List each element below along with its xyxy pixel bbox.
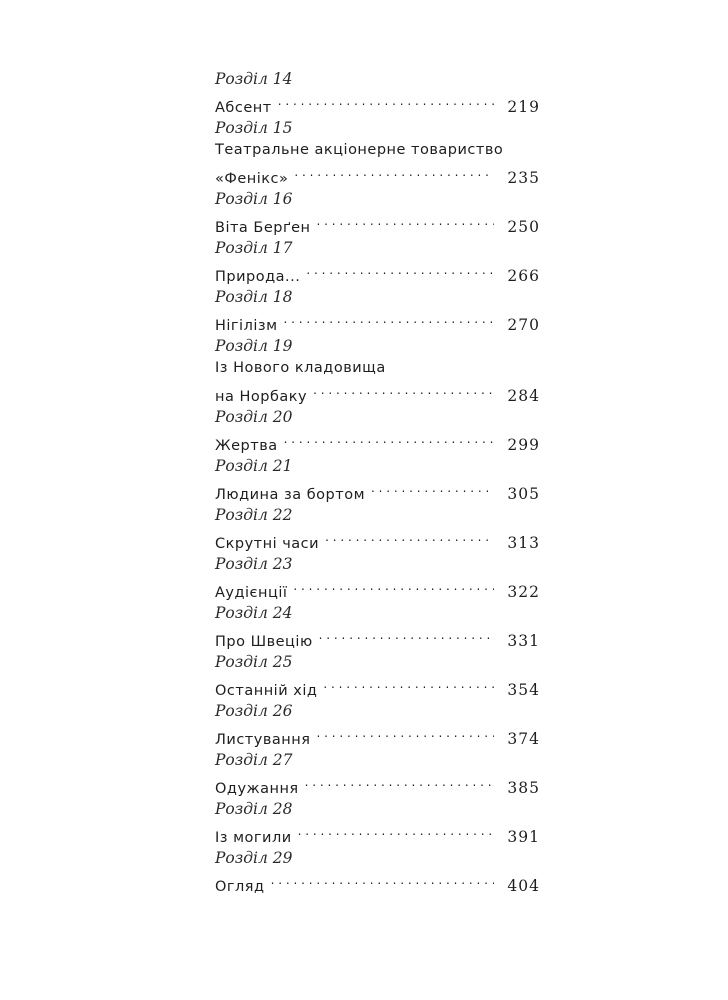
chapter-label: Розділ 24	[215, 604, 293, 622]
page-number: 404	[507, 877, 540, 895]
chapter-title: Одужання	[215, 781, 299, 797]
toc-row	[215, 161, 540, 187]
toc-row	[215, 90, 540, 116]
toc-entry	[215, 286, 540, 334]
dot-leader	[317, 210, 494, 232]
toc-row	[215, 526, 540, 552]
toc-row	[215, 624, 540, 650]
chapter-title: «Фенікс»	[215, 171, 289, 187]
toc-entry	[215, 700, 540, 748]
page-number: 284	[507, 387, 540, 405]
toc-entry	[215, 553, 540, 601]
toc-entry	[215, 651, 540, 699]
toc-entry	[215, 504, 540, 552]
page-number: 313	[507, 534, 540, 552]
dot-leader	[306, 259, 494, 281]
toc-row	[215, 210, 540, 236]
chapter-label: Розділ 26	[215, 702, 293, 720]
chapter-label: Розділ 25	[215, 653, 293, 671]
chapter-label: Розділ 18	[215, 288, 293, 306]
chapter-title: на Норбаку	[215, 389, 308, 405]
chapter-title: Абсент	[215, 100, 272, 116]
toc-row	[215, 771, 540, 797]
page-number: 266	[507, 267, 540, 285]
toc-row	[215, 259, 540, 285]
page-number: 391	[507, 828, 540, 846]
toc-entry	[215, 188, 540, 236]
page-number: 305	[507, 485, 540, 503]
toc-entry	[215, 749, 540, 797]
table-of-contents	[215, 68, 540, 896]
chapter-label: Розділ 21	[215, 457, 293, 475]
dot-leader	[284, 308, 494, 330]
page-number: 354	[507, 681, 540, 699]
toc-row	[215, 722, 540, 748]
chapter-label: Розділ 14	[215, 70, 293, 88]
toc-row	[215, 820, 540, 846]
chapter-title-line: Театральне акціонерне товариство	[215, 142, 504, 158]
dot-leader	[305, 771, 494, 793]
chapter-title-line: Із Нового кладовища	[215, 360, 386, 376]
chapter-title: Скрутні часи	[215, 536, 320, 552]
dot-leader	[278, 90, 494, 112]
toc-entry	[215, 602, 540, 650]
page-number: 331	[507, 632, 540, 650]
chapter-title: Аудієнції	[215, 585, 288, 601]
chapter-label: Розділ 28	[215, 800, 293, 818]
toc-entry	[215, 117, 540, 187]
chapter-title: Людина за бортом	[215, 487, 366, 503]
chapter-title: Жертва	[215, 438, 278, 454]
toc-entry	[215, 406, 540, 454]
dot-leader	[325, 526, 494, 548]
page-number: 219	[507, 98, 540, 116]
page-number: 235	[507, 169, 540, 187]
dot-leader	[313, 379, 494, 401]
chapter-title: Нігілізм	[215, 318, 278, 334]
toc-row	[215, 308, 540, 334]
chapter-label: Розділ 19	[215, 337, 293, 355]
chapter-label: Розділ 20	[215, 408, 293, 426]
toc-row	[215, 428, 540, 454]
chapter-label: Розділ 23	[215, 555, 293, 573]
dot-leader	[319, 624, 494, 646]
dot-leader	[294, 161, 494, 183]
dot-leader	[293, 575, 494, 597]
page-number: 374	[507, 730, 540, 748]
dot-leader	[323, 673, 494, 695]
dot-leader	[284, 428, 494, 450]
toc-row	[215, 575, 540, 601]
toc-entry	[215, 798, 540, 846]
chapter-title: Із могили	[215, 830, 292, 846]
dot-leader	[298, 820, 494, 842]
toc-row	[215, 379, 540, 405]
chapter-title: Природа...	[215, 269, 301, 285]
toc-entry	[215, 847, 540, 895]
chapter-label: Розділ 27	[215, 751, 293, 769]
toc-row	[215, 673, 540, 699]
toc-entry	[215, 237, 540, 285]
chapter-title: Віта Берґен	[215, 220, 311, 236]
chapter-label: Розділ 15	[215, 119, 293, 137]
page-number: 385	[507, 779, 540, 797]
page-number: 299	[507, 436, 540, 454]
chapter-label: Розділ 17	[215, 239, 293, 257]
chapter-label: Розділ 16	[215, 190, 293, 208]
dot-leader	[271, 869, 494, 891]
dot-leader	[316, 722, 494, 744]
toc-entry	[215, 68, 540, 116]
chapter-title: Листування	[215, 732, 311, 748]
toc-row	[215, 869, 540, 895]
chapter-label: Розділ 22	[215, 506, 293, 524]
page-number: 322	[507, 583, 540, 601]
page-number: 270	[507, 316, 540, 334]
chapter-title: Про Швецію	[215, 634, 313, 650]
page-number: 250	[507, 218, 540, 236]
toc-entry	[215, 455, 540, 503]
chapter-label: Розділ 29	[215, 849, 293, 867]
toc-entry	[215, 335, 540, 405]
dot-leader	[371, 477, 494, 499]
chapter-title: Останній хід	[215, 683, 318, 699]
chapter-title: Огляд	[215, 879, 265, 895]
toc-row	[215, 477, 540, 503]
